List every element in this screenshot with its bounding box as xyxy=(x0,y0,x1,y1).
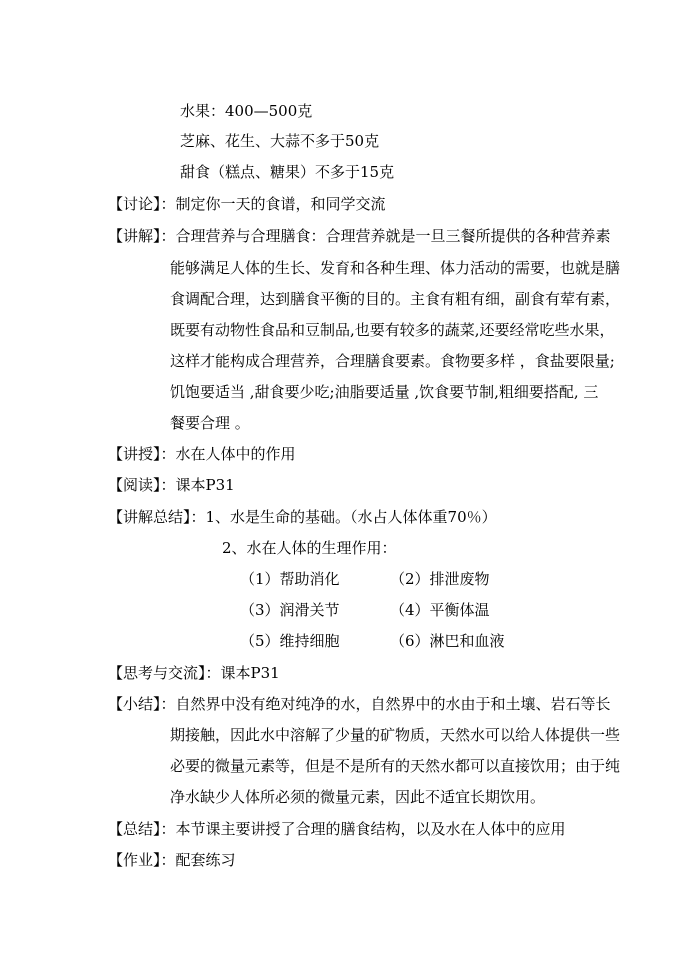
conclusion-section xyxy=(108,819,566,839)
explanation-line: 饥饱要适当 ,甜食要少吃;油脂要适量 ,饮食要节制,粗细要搭配, 三 xyxy=(170,383,599,401)
homework-text: ：配套练习 xyxy=(160,851,236,869)
explanation-line: 既要有动物性食品和豆制品,也要有较多的蔬菜,还要经常吃些水果， xyxy=(170,321,615,339)
brief-line: ：自然界中没有绝对纯净的水，自然界中的水由于和土壤、岩石等长 xyxy=(160,695,611,713)
water-function-item: （4）平衡体温 xyxy=(390,601,490,619)
homework-section xyxy=(108,850,236,870)
explanation-section xyxy=(108,226,611,246)
discussion-label: 【讨论】 xyxy=(108,195,161,213)
food-line-sweets: 甜食（糕点、糖果）不多于15克 xyxy=(180,163,395,181)
summary-explain-text: ：1、水是生命的基础。（水占人体体重70％） xyxy=(190,508,497,526)
lecture-label: 【讲授】 xyxy=(108,445,161,463)
water-function-item: （5）维持细胞 xyxy=(240,632,340,650)
explanation-line: ：合理营养与合理膳食：合理营养就是一旦三餐所提供的各种营养素 xyxy=(160,227,611,245)
reading-section xyxy=(108,475,235,495)
explanation-line: 这样才能构成合理营养，合理膳食要素。食物要多样 ，食盐要限量; xyxy=(170,352,615,370)
water-functions-title: 2、水在人体的生理作用： xyxy=(222,539,397,557)
explanation-line: 食调配合理，达到膳食平衡的目的。主食有粗有细，副食有荤有素， xyxy=(170,290,621,308)
water-function-item: （2）排泄废物 xyxy=(390,570,490,588)
conclusion-text: ：本节课主要讲授了合理的膳食结构，以及水在人体中的应用 xyxy=(160,820,566,838)
explanation-line: 餐要合理 。 xyxy=(170,414,250,432)
brief-line: 必要的微量元素等，但是不是所有的天然水都可以直接饮用；由于纯 xyxy=(170,757,621,775)
water-function-item: （1）帮助消化 xyxy=(240,570,340,588)
water-function-item: （6）淋巴和血液 xyxy=(390,632,505,650)
lecture-section xyxy=(108,444,296,464)
food-line-sesame: 芝麻、花生、大蒜不多于50克 xyxy=(180,132,380,150)
water-function-item: （3）润滑关节 xyxy=(240,601,340,619)
think-text: ：课本P31 xyxy=(205,664,280,682)
discussion-section xyxy=(108,194,386,214)
homework-label: 【作业】 xyxy=(108,851,161,869)
brief-label: 【小结】 xyxy=(108,695,161,713)
brief-line: 净水缺少人体所必须的微量元素，因此不适宜长期饮用。 xyxy=(170,788,546,806)
brief-line: 期接触，因此水中溶解了少量的矿物质，天然水可以给人体提供一些 xyxy=(170,726,621,744)
summary-explain-section xyxy=(108,507,497,527)
reading-text: ：课本P31 xyxy=(160,476,235,494)
brief-section xyxy=(108,694,611,714)
reading-label: 【阅读】 xyxy=(108,476,161,494)
think-label: 【思考与交流】 xyxy=(108,664,206,682)
explanation-label: 【讲解】 xyxy=(108,227,161,245)
food-line-fruit: 水果：400—500克 xyxy=(180,102,313,120)
discussion-text: ：制定你一天的食谱，和同学交流 xyxy=(160,195,386,213)
summary-explain-label: 【讲解总结】 xyxy=(108,508,191,526)
explanation-line: 能够满足人体的生长、发育和各种生理、体力活动的需要，也就是膳 xyxy=(170,259,621,277)
conclusion-label: 【总结】 xyxy=(108,820,161,838)
lecture-text: ：水在人体中的作用 xyxy=(160,445,296,463)
think-section xyxy=(108,663,280,683)
